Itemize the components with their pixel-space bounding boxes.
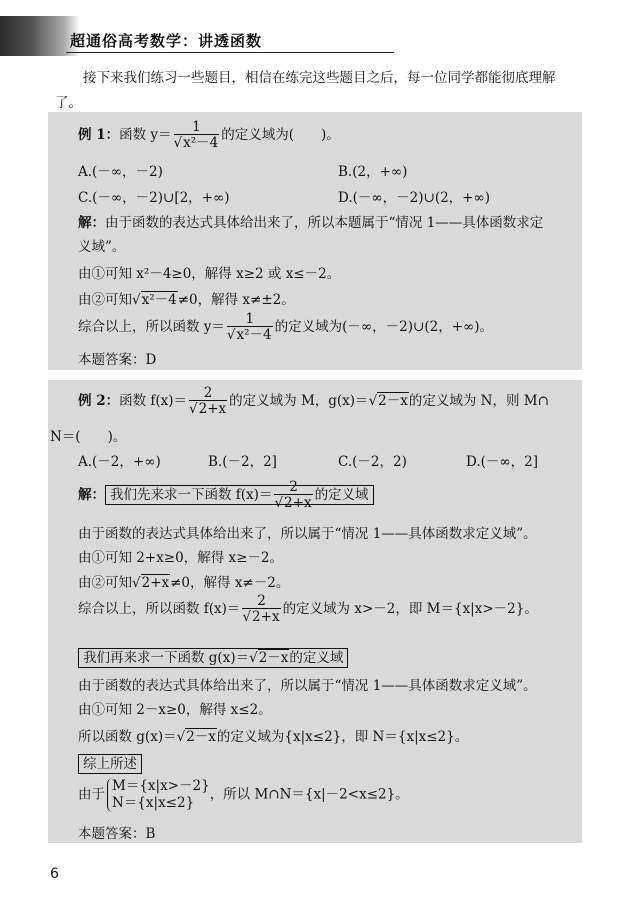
- ex2-question-line2: N＝( )。: [50, 429, 127, 445]
- ex2-brace-system: M＝{x|x>－2} N＝{x|x≤2}: [107, 778, 210, 812]
- ex2-solution-heading: 解： 我们先来求一下函数 f(x)＝ $\frac{2}{√2+x}$ 的定义域: [78, 480, 374, 511]
- ex2-t3: 所以函数 g(x)＝√2－x的定义域为{x|x≤2}，即 N＝{x|x≤2}。: [78, 729, 469, 745]
- ex2-question-line1: 例 2：函数 f(x)＝ $\frac{2}{√2+x}$ 的定义域为 M，g(x)＝√2－x的定义域为 N，则 M∩: [78, 385, 549, 417]
- ex2-answer: 本题答案：B: [78, 826, 156, 842]
- ex2-s4: 综合以上，所以函数 f(x)＝ $\frac{2}{√2+x}$ 的定义域为 x>－2，即 M＝{x|x>－2}。: [78, 593, 538, 625]
- ex1-option-a: A.(－∞，－2): [78, 164, 163, 180]
- ex2-framed-step-g: 我们再来求一下函数 g(x)＝√2－x的定义域: [78, 646, 348, 666]
- ex2-option-a: A.(－2，+∞): [78, 454, 161, 470]
- ex2-option-b: B.(－2，2]: [208, 454, 277, 470]
- ex2-t2: 由①可知 2－x≥0，解得 x≤2。: [78, 702, 272, 718]
- ex1-fraction: $\frac{1}{\text{√x²－4}}$: [173, 119, 219, 151]
- ex2-s1: 由于函数的表达式具体给出来了，所以属于“情况 1——具体函数求定义域”。: [78, 526, 537, 542]
- ex1-solution-line2: 义域”。: [78, 239, 126, 255]
- ex1-option-c: C.(－∞，－2)∪[2，+∞): [78, 190, 230, 206]
- intro-paragraph: 接下来我们练习一些题目，相信在练完这些题目之后，每一位同学都能彻底理解了。: [55, 70, 556, 111]
- page-number: 6: [50, 866, 59, 882]
- ex2-t1: 由于函数的表达式具体给出来了，所以属于“情况 1——具体函数求定义域”。: [78, 678, 537, 694]
- ex2-s2: 由①可知 2+x≥0，解得 x≥－2。: [78, 550, 284, 566]
- ex2-option-d: D.(－∞，2]: [466, 454, 539, 470]
- header-rule: [66, 52, 394, 53]
- ex2-fraction: $\frac{2}{√2+x}$: [189, 385, 227, 417]
- ex2-summary-system: 由于 M＝{x|x>－2} N＝{x|x≤2} ，所以 M∩N＝{x|－2<x≤2}。: [78, 778, 409, 811]
- ex2-option-c: C.(－2，2): [338, 454, 407, 470]
- running-header-title: 超通俗高考数学：讲透函数: [70, 32, 263, 50]
- ex1-solution-line1: 解：由于函数的表达式具体给出来了，所以本题属于“情况 1——具体函数求定: [78, 215, 544, 231]
- ex2-summary-label: 综上所述: [78, 752, 142, 772]
- ex1-step2: 由②可知√x²－4≠0，解得 x≠±2。: [78, 292, 295, 308]
- ex1-conclusion-fraction: $\frac{1}{\text{√x²－4}}$: [226, 311, 272, 343]
- ex1-option-b: B.(2，+∞): [338, 164, 408, 180]
- ex2-s3: 由②可知√2+x≠0，解得 x≠－2。: [78, 575, 290, 591]
- ex1-step1: 由①可知 x²－4≥0，解得 x≥2 或 x≤－2。: [78, 266, 341, 282]
- ex1-option-d: D.(－∞，－2)∪(2，+∞): [338, 190, 490, 206]
- example-1-box: [48, 112, 582, 370]
- ex1-question: 例 1：函数 y＝ $\frac{1}{\text{√x²－4}}$ 的定义域为( )。: [78, 119, 340, 151]
- ex1-conclusion: 综合以上，所以函数 y＝ $\frac{1}{\text{√x²－4}}$ 的定义域为(－∞，－2)∪(2，+∞)。: [78, 311, 494, 343]
- ex2-framed-step-f: 我们先来求一下函数 f(x)＝ $\frac{2}{√2+x}$ 的定义域: [105, 485, 374, 505]
- header-gradient-bar: [0, 16, 80, 56]
- ex1-answer: 本题答案：D: [78, 352, 157, 368]
- example-2-box: [48, 380, 582, 843]
